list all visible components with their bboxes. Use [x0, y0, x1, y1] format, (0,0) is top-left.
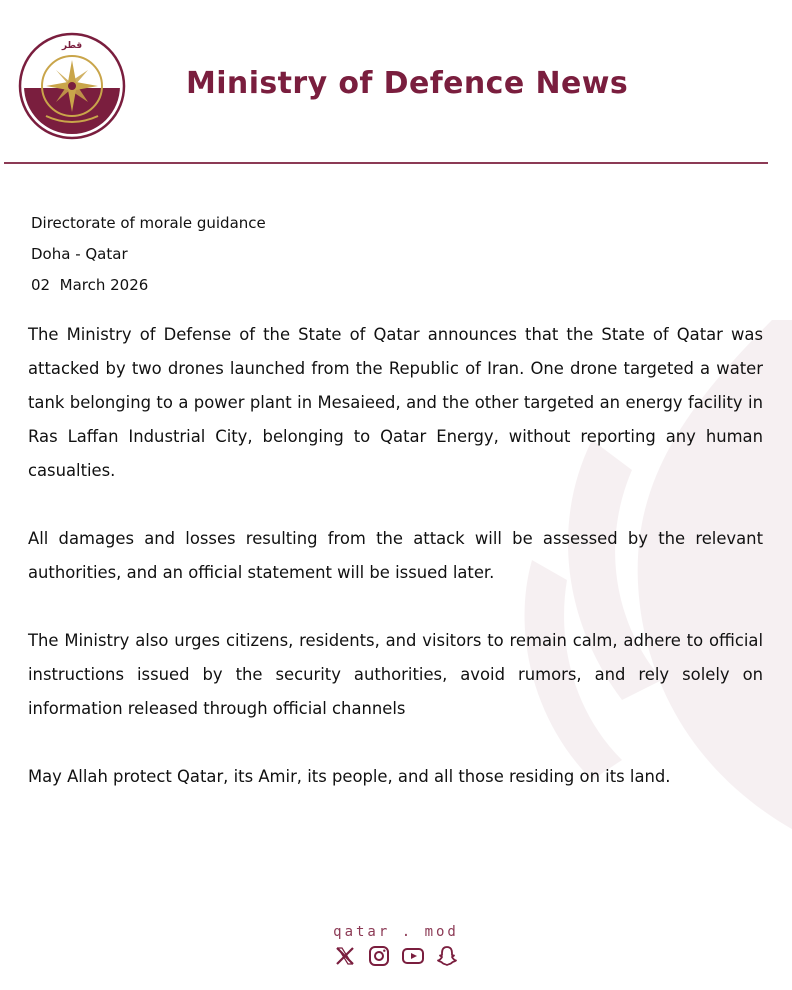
date-line: 02 March 2026	[31, 276, 149, 294]
social-icons	[0, 944, 792, 968]
paragraph-prayer: May Allah protect Qatar, its Amir, its people, and all those residing on its land.	[28, 767, 671, 786]
statement-body	[28, 318, 763, 828]
paragraph-announcement: The Ministry of Defense of the State of Qatar announces that the State of Qatar was attacked by two drones launched from the Republic of Iran. One drone targeted a water tank belonging to a power plant in Mesaieed, and the other targeted an energy facility in Ras Laffan Industrial City, belonging to Qatar Energy, without reporting any human casualties.	[28, 325, 763, 480]
x-icon[interactable]	[333, 944, 357, 968]
header-divider	[4, 162, 768, 164]
department-line: Directorate of morale guidance	[31, 214, 266, 232]
instagram-icon[interactable]	[367, 944, 391, 968]
social-handle: qatar . mod	[333, 924, 459, 940]
youtube-icon[interactable]	[401, 944, 425, 968]
paragraph-urge: The Ministry also urges citizens, residents, and visitors to remain calm, adhere to official instructions issued by the security authorities, avoid rumors, and rely solely on information released through official channels	[28, 631, 763, 718]
page-title: Ministry of Defence News	[186, 66, 629, 101]
paragraph-damages: All damages and losses resulting from the attack will be assessed by the relevant authorities, and an official statement will be issued later.	[28, 529, 763, 582]
document-meta	[31, 208, 266, 301]
snapchat-icon[interactable]	[435, 944, 459, 968]
footer	[0, 924, 792, 968]
location-line: Doha - Qatar	[31, 245, 128, 263]
ministry-logo	[18, 32, 126, 140]
logo-text: قطر	[61, 41, 83, 51]
